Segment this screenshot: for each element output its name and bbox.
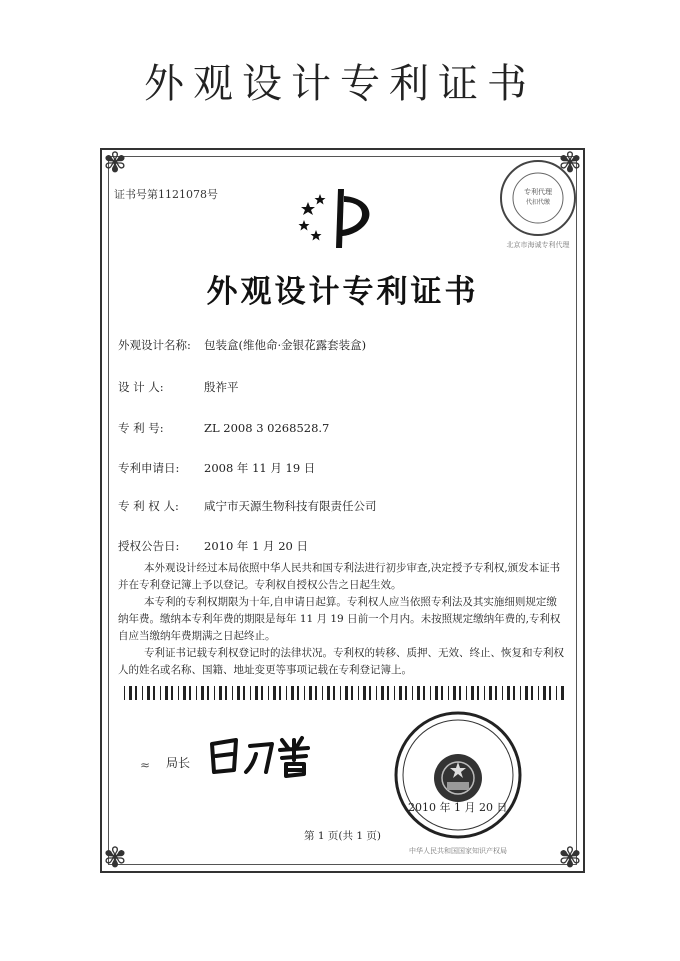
certificate-number: 证书号第1121078号 — [114, 188, 218, 201]
director-label: 局长 — [166, 756, 191, 770]
certificate-title: 外观设计专利证书 — [206, 274, 479, 310]
seal-date: 2010 年 1 月 20 日 — [408, 801, 508, 814]
sipo-emblem-icon — [298, 184, 388, 254]
certificate-body — [118, 560, 566, 679]
corner-ornament-icon: ✾ — [558, 841, 582, 874]
agency-stamp-text: 北京市海诚专利代理 — [506, 241, 570, 249]
field-label: 专 利 权 人: — [118, 499, 179, 513]
official-seal-icon — [393, 710, 523, 840]
corner-ornament-icon: ✾ — [103, 146, 127, 179]
field-patent-number — [118, 420, 329, 436]
svg-text:代扣代缴: 代扣代缴 — [525, 199, 551, 206]
field-label: 授权公告日: — [118, 539, 180, 553]
field-patentee — [118, 498, 377, 514]
official-seal-text: 中华人民共和国国家知识产权局 — [409, 847, 507, 855]
scan-mark-icon: ≈ — [140, 758, 151, 772]
field-label: 专 利 号: — [118, 421, 164, 435]
page-number: 第 1 页(共 1 页) — [304, 830, 381, 842]
field-value: ZL 2008 3 0268528.7 — [204, 421, 330, 435]
barcode-icon — [124, 686, 564, 700]
corner-ornament-icon: ✾ — [558, 146, 582, 179]
field-designer — [118, 379, 239, 395]
body-paragraph: 本外观设计经过本局依照中华人民共和国专利法进行初步审查,决定授予专利权,颁发本证书并在专利登记簿上予以登记。专利权自授权公告之日起生效。 — [118, 562, 561, 591]
field-grant-date — [118, 538, 308, 554]
field-label: 外观设计名称: — [118, 338, 191, 352]
field-value: 殷祚平 — [204, 380, 239, 394]
field-value: 咸宁市天源生物科技有限责任公司 — [204, 499, 377, 513]
director-signature-icon — [206, 730, 316, 780]
corner-ornament-icon: ✾ — [103, 841, 127, 874]
field-value: 2008 年 11 月 19 日 — [204, 461, 316, 475]
field-label: 设 计 人: — [118, 380, 164, 394]
body-paragraph: 本专利的专利权期限为十年,自申请日起算。专利权人应当依照专利法及其实施细则规定缴纳年费。缴纳本专利年费的期限是每年 11 月 19 日前一个月内。未按照规定缴纳年费的,专利权自应当缴纳年费期满之日起终止。 — [118, 596, 561, 642]
svg-text:专利代理: 专利代理 — [524, 188, 552, 196]
agency-stamp-icon — [498, 158, 578, 238]
page-title: 外观设计专利证书 — [144, 61, 536, 107]
field-value: 2010 年 1 月 20 日 — [204, 539, 308, 553]
field-value: 包装盒(维他命·金银花露套装盒) — [204, 338, 367, 352]
field-label: 专利申请日: — [118, 461, 180, 475]
field-application-date — [118, 460, 315, 476]
field-design-name — [118, 337, 366, 353]
body-paragraph: 专利证书记载专利权登记时的法律状况。专利权的转移、质押、无效、终止、恢复和专利权人的姓名或名称、国籍、地址变更等事项记载在专利登记簿上。 — [118, 647, 564, 676]
